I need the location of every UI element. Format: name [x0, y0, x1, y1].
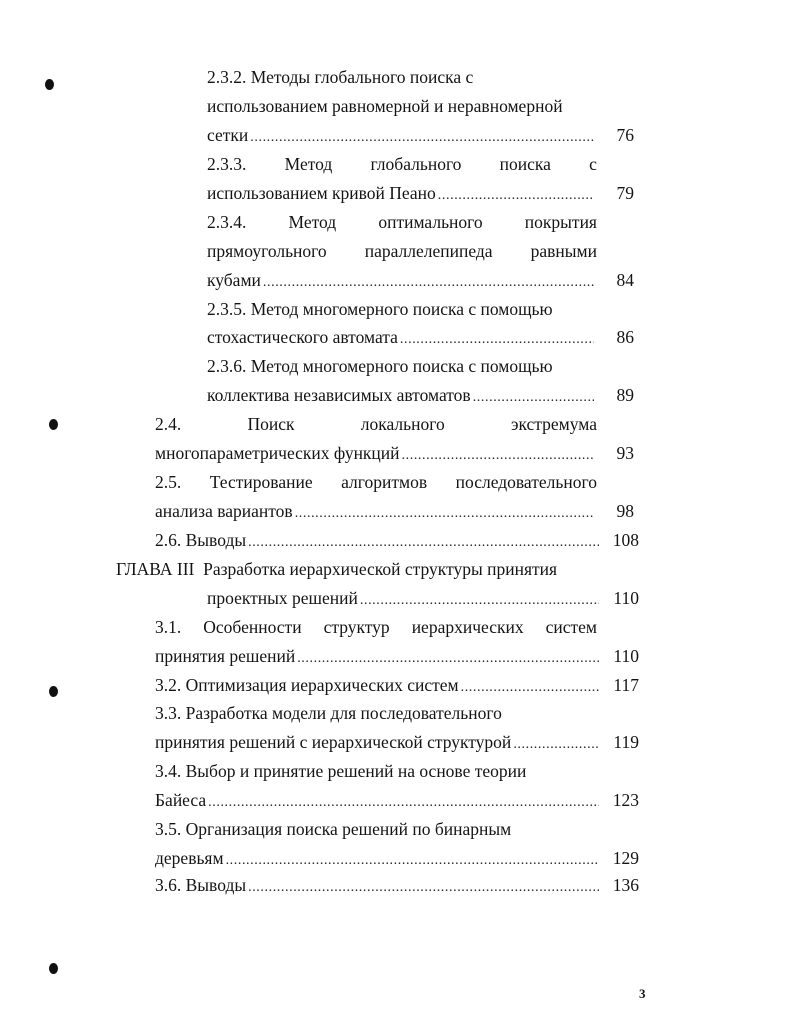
toc-word: Тестирование: [209, 472, 313, 492]
toc-word: локального: [360, 414, 445, 434]
toc-page-number: 136: [612, 875, 639, 895]
toc-word: 3.1.: [155, 617, 182, 637]
toc-page-number: 84: [616, 270, 634, 290]
toc-word: равными: [530, 241, 597, 261]
toc-word: Поиск: [247, 414, 295, 434]
toc-2-4-line-2: [155, 439, 634, 468]
toc-word: параллелепипеда: [364, 241, 493, 261]
toc-word: систем: [545, 617, 597, 637]
toc-page-number: 89: [616, 385, 634, 405]
toc-2-5-line-2: [155, 497, 634, 526]
toc-chapter-3-line-2: [207, 584, 639, 613]
toc-2-3-6-line-2: [207, 381, 634, 410]
leader-dots: [360, 586, 599, 615]
toc-entry-text: 3.2. Оптимизация иерархических систем: [155, 675, 459, 695]
leader-dots: [438, 181, 594, 210]
toc-3-5-line-2: [155, 844, 639, 873]
toc-word: иерархических: [411, 617, 524, 637]
toc-page-number: 117: [613, 675, 639, 695]
toc-page-number: 79: [616, 183, 634, 203]
toc-2-3-5-line-2: [207, 323, 634, 352]
toc-word: 2.3.3.: [207, 154, 247, 174]
toc-page-number: 129: [612, 848, 639, 868]
toc-2-3-6-line-1: 2.3.6. Метод многомерного поиска с помощью: [207, 356, 553, 376]
toc-3-1-line-1: [155, 613, 597, 642]
leader-dots: [295, 499, 594, 528]
toc-page-number: 110: [613, 588, 639, 608]
toc-word: экстремума: [510, 414, 597, 434]
leader-dots: [297, 644, 599, 673]
toc-2-3-4-line-2: [207, 237, 597, 266]
margin-mark-4: [49, 963, 58, 974]
toc-3-4-line-2: [155, 786, 639, 815]
leader-dots: [513, 730, 599, 759]
toc-page-number: 110: [613, 646, 639, 666]
toc-entry-text: принятия решений с иерархической структурой: [155, 732, 512, 752]
toc-3-6-line-1: [155, 871, 639, 900]
toc-page-number: 76: [616, 125, 634, 145]
toc-2-3-4-line-3: [207, 266, 634, 295]
toc-word: Особенности: [203, 617, 302, 637]
toc-2-3-4-line-1: [207, 208, 597, 237]
leader-dots: [250, 123, 594, 152]
toc-word: Метод: [288, 212, 337, 232]
toc-page-number: 98: [616, 501, 634, 521]
toc-2-3-2-line-2: использованием равномерной и неравномерной: [207, 96, 563, 116]
toc-3-3-line-2: [155, 728, 639, 757]
toc-3-5-line-1: 3.5. Организация поиска решений по бинарным: [155, 819, 512, 839]
toc-entry-text: Байеса: [155, 790, 207, 810]
toc-entry-text: проектных решений: [207, 588, 358, 608]
toc-entry-text: стохастического автомата: [207, 327, 398, 347]
toc-2-3-3-line-1: [207, 150, 597, 179]
toc-3-3-line-1: 3.3. Разработка модели для последовательного: [155, 703, 502, 723]
toc-entry-text: анализа вариантов: [155, 501, 293, 521]
toc-2-3-2-line-1: 2.3.2. Методы глобального поиска с: [207, 67, 474, 87]
toc-3-1-line-2: [155, 642, 639, 671]
toc-2-4-line-1: [155, 410, 597, 439]
toc-word: 2.5.: [155, 472, 182, 492]
margin-mark-3: [49, 686, 58, 697]
toc-3-2-line-1: [155, 671, 639, 700]
toc-entry-text: сетки: [207, 125, 249, 145]
leader-dots: [400, 325, 594, 354]
leader-dots: [263, 268, 594, 297]
toc-chapter-3-line-1: ГЛАВА III Разработка иерархической структуры принятия: [116, 559, 558, 579]
toc-2-3-3-line-2: [207, 179, 634, 208]
toc-3-4-line-1: 3.4. Выбор и принятие решений на основе теории: [155, 761, 527, 781]
toc-word: с: [589, 154, 597, 174]
toc-entry-text: деревьям: [155, 848, 224, 868]
leader-dots: [461, 673, 599, 702]
toc-word: глобального: [370, 154, 462, 174]
toc-word: 2.3.4.: [207, 212, 247, 232]
toc-entry-text: 3.6. Выводы: [155, 875, 247, 895]
toc-2-3-5-line-1: 2.3.5. Метод многомерного поиска с помощью: [207, 299, 553, 319]
margin-mark-2: [49, 419, 58, 430]
leader-dots: [473, 383, 594, 412]
toc-word: алгоритмов: [341, 472, 428, 492]
toc-entry-text: использованием кривой Пеано: [207, 183, 436, 203]
toc-page-number: 108: [612, 530, 639, 550]
toc-word: структур: [323, 617, 390, 637]
leader-dots: [208, 788, 599, 817]
toc-page-number: 93: [616, 443, 634, 463]
toc-page-number: 86: [616, 327, 634, 347]
toc-word: 2.4.: [155, 414, 182, 434]
toc-word: покрытия: [524, 212, 597, 232]
leader-dots: [248, 528, 599, 557]
toc-word: поиска: [499, 154, 551, 174]
toc-2-3-2-line-3: [207, 121, 634, 150]
toc-page-number: 123: [612, 790, 639, 810]
toc-2-5-line-1: [155, 468, 597, 497]
toc-2-6-line-1: [155, 526, 639, 555]
margin-mark-1: [45, 79, 54, 90]
toc-word: последовательного: [455, 472, 597, 492]
toc-entry-text: многопараметрических функций: [155, 443, 400, 463]
toc-page-number: 119: [613, 732, 639, 752]
toc-word: прямоугольного: [207, 241, 327, 261]
page-number: 3: [639, 986, 646, 1001]
toc-entry-text: 2.6. Выводы: [155, 530, 247, 550]
toc-entry-text: коллектива независимых автоматов: [207, 385, 471, 405]
toc-entry-text: кубами: [207, 270, 261, 290]
toc-word: Метод: [284, 154, 333, 174]
toc-word: оптимального: [378, 212, 483, 232]
leader-dots: [248, 873, 599, 902]
leader-dots: [402, 441, 594, 470]
toc-entry-text: принятия решений: [155, 646, 296, 666]
